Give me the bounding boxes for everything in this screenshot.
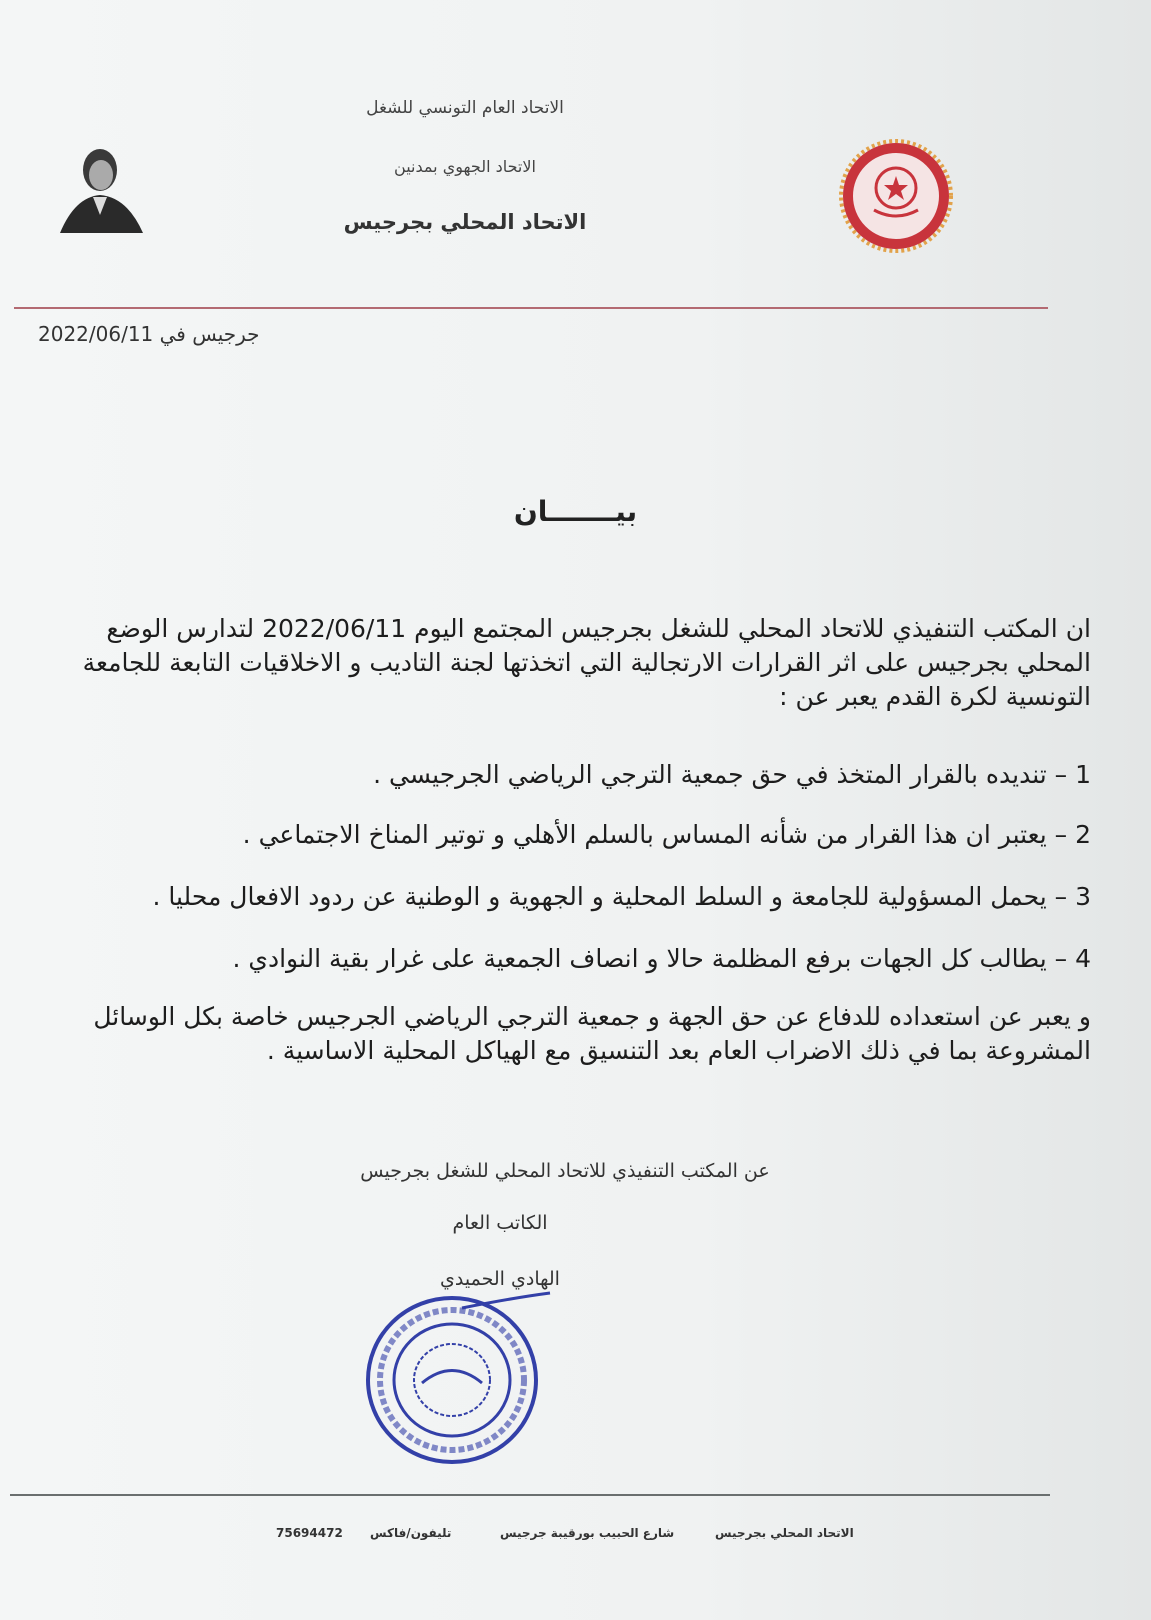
portrait-image: [55, 135, 145, 235]
header-line-3: الاتحاد المحلي بجرجيس: [343, 210, 587, 234]
list-item: 1 – تنديده بالقرار المتخذ في حق جمعية الترجي الرياضي الجرجيسي .: [373, 760, 1091, 789]
header-line-2: الاتحاد الجهوي بمدنين: [394, 157, 536, 176]
signature-on-behalf: عن المكتب التنفيذي للاتحاد المحلي للشغل بجرجيس: [360, 1160, 770, 1182]
footer-phone-label: تليفون/فاكس: [370, 1526, 452, 1540]
list-item: 4 – يطالب كل الجهات برفع المظلمة حالا و انصاف الجمعية على غرار بقية النوادي .: [232, 944, 1091, 973]
union-logo: [838, 138, 954, 254]
list-item: 2 – يعتبر ان هذا القرار من شأنه المساس بالسلم الأهلي و توتير المناخ الاجتماعي .: [242, 820, 1091, 849]
official-stamp: [362, 1288, 552, 1468]
list-item: 3 – يحمل المسؤولية للجامعة و السلط المحلية و الجهوية و الوطنية عن ردود الافعال محليا .: [152, 882, 1091, 911]
signature-role: الكاتب العام: [452, 1212, 548, 1234]
footer-divider: [10, 1494, 1050, 1496]
header-line-1: الاتحاد العام التونسي للشغل: [366, 98, 564, 118]
document-title: بيـــــــان: [513, 495, 638, 528]
letter-date: جرجيس في 2022/06/11: [38, 322, 260, 346]
intro-paragraph: ان المكتب التنفيذي للاتحاد المحلي للشغل بجرجيس المجتمع اليوم 2022/06/11 لتدارس الوضع المحلي بجرجيس على اثر القرارات الارتجالية التي اتخذتها لجنة التاديب و الاخلاقيات التابعة للجامعة التونسية لكرة القدم يعبر عن :: [82, 614, 1091, 711]
footer-phone: 75694472: [276, 1526, 343, 1540]
closing-paragraph: و يعبر عن استعداده للدفاع عن حق الجهة و جمعية الترجي الرياضي الجرجيس خاصة بكل الوسائل المشروعة بما في ذلك الاضراب العام بعد التنسيق مع الهياكل المحلية الاساسية .: [93, 1002, 1091, 1065]
header-divider: [14, 307, 1048, 309]
footer-org: الاتحاد المحلي بجرجيس: [715, 1526, 854, 1540]
footer-address: شارع الحبيب بورقيبة جرجيس: [500, 1526, 675, 1540]
signature-name: الهادي الحميدي: [440, 1268, 560, 1290]
